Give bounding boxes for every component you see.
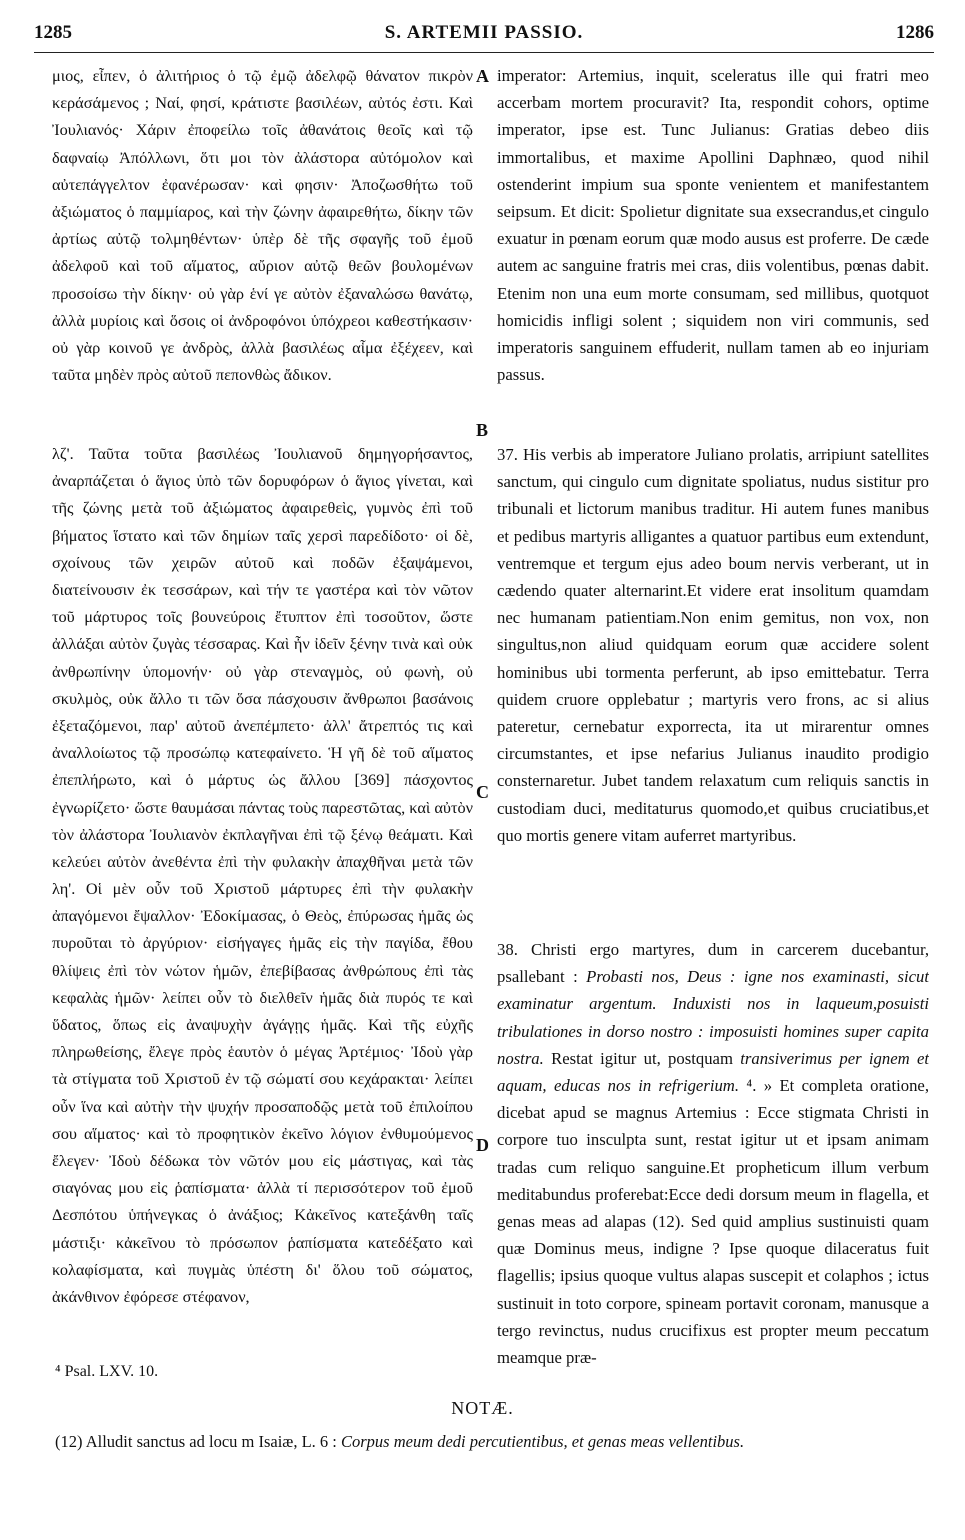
footnote: ⁴ Psal. LXV. 10. xyxy=(55,1363,159,1380)
note-12-ref: Isaiæ, L. 6 : xyxy=(258,1432,337,1451)
margin-letter-a: A xyxy=(476,66,489,86)
latin-p38-intro: 38. Christi ergo martyres, dum in carcerem ducebantur, psallebant : xyxy=(497,940,929,987)
running-title: S. ARTEMII PASSIO. xyxy=(384,22,584,43)
latin-p38-rest: ⁴. » Et completa oratione, dicebat apud se magnus Artemius : Ecce stigmata Christi in corpore tuo insculpta sunt, restat igitur ut et ipsam animam tradas cum reliquo sanguine.Et propheticum illum verbum meditabundus proferebat:Ecce dedi dorsum meum in flagella, et genas meas ad alapas (12). Sed quid amplius sustinuisti quam quæ Dominus meus, indigne ? Ipse quoque dilaceratus fuit flagellis; ipsius quoque vultus alapas suscepit et colaphos ; ictus sustinuit in toto corpore, spineam portavit coronam, manusque a tergo revinctus, nudus crucifixus est propter meum peccatum meamque præ- xyxy=(497,1076,929,1368)
left-page-number: 1285 xyxy=(34,22,72,43)
note-12 xyxy=(55,1432,930,1452)
greek-column xyxy=(52,62,473,1310)
latin-paragraph-1: imperator: Artemius, inquit, sceleratus ille qui fratri meo accerbam mortem procuravit? Ita, respondit cohors, optime imperator, ipse est. Tunc Julianus: Gratias debeo diis immortalibus, et maxime Apollini Daphnæo, quod nihil ostenderint impium sua sponte venientem et manifestantem seipsum. Et dicit: Spolietur dignitate sua exsecrandus,et cingulo exuatur in pœnam eorum quæ modo ausus est proferre. De cæde autem ac sanguine fratris mei cras, diis volentibus, pœnas dabit. Etenim non una eum morte consumam, sed millibus, quotquot homicidis infligi solent ; siquidem non viri communis, sed imperatoris sanguinem effuderit, nullam tamen ab eo injuriam passus. xyxy=(497,66,929,385)
latin-column xyxy=(497,62,929,1371)
latin-p38-restat: Restat igitur ut, postquam xyxy=(551,1048,733,1068)
latin-paragraph-37: 37. His verbis ab imperatore Juliano prolatis, arripiunt satellites sanctum, qui cingulo cum dignitate spoliatus, nudus sistitur pro tribunali et lictorum manibus traditur. Hi autem funes manibus et pedibus martyris alligantes a quatuor partibus eum extendunt, ventremque et tergum ejus adeo boum nervis verberant, ut in cædendo quater alternarint.Et videre erat insolitum quamdam nec humanam patientiam.Non enim gemitus, non vox, non singultus,non aliud quidquam eorum quæ accidere solent hominibus ubi tormenta perferunt, ab ipso emittebatur. Terra quidem cruore opplebatur ; martyris vero frons, ac si alius pateretur, cernebatur exporrecta, ita ut mirarentur omnes circumstantes, et ipse nefarius Julianus inaudito prodigio consternaretur. Jubet tandem relaxatum cum reliquis sanctis in custodiam duci, meditaturus quomodo,et quibus cruciatibus,et quo mortis genere vitam auferret martyribus. xyxy=(497,445,929,845)
latin-p38-psalm: Probasti nos, Deus : igne nos examinasti, sicut examinatur argentum. Induxisti nos in laqueum,posuisti tribulationes in dorso nostro : imposuisti homines super capita nostra. xyxy=(497,967,929,1068)
margin-letter-d: D xyxy=(476,1135,489,1155)
margin-letter-c: C xyxy=(476,782,489,802)
note-12-intro: (12) Alludit sanctus ad locu m xyxy=(55,1432,255,1451)
greek-paragraph-38: λη'. Οἱ μὲν οὖν τοῦ Χριστοῦ μάρτυρες ἐπὶ τὴν φυλακὴν ἀπαγόμενοι ἔψαλλον· Ἐδοκίμασας, ὁ Θεὸς, ἐπύρωσας ἡμᾶς ὡς πυροῦται τὸ ἀργύριον· εἰσήγαγες ἡμᾶς εἰς τὴν παγίδα, ἔθου θλίψεις ἐπὶ τὸν νώτον ἡμῶν, ἐπεβίβασας ἀνθρώπους ἐπὶ τὰς κεφαλὰς ἡμῶν· λείπει οὖν τὸ διελθεῖν ἡμᾶς διὰ πυρός τε καὶ ὕδατος, ὅπως εἰς ἀναψυχὴν ἀγάγῃς ἡμᾶς. Καὶ τῆς εὐχῆς πληρωθείσης, ἔλεγε πρὸς ἑαυτὸν ὁ μέγας Ἀρτέμιος· Ἰδοὺ γὰρ τὰ στίγματα τοῦ Χριστοῦ ἐν τῷ σώματί σου κεχάρακται· λείπει οὖν ἵνα καὶ αὐτὴν τὴν ψυχήν προσαποδῷς μετὰ τοῦ ἐπιλοίπου σου αἵματος· καὶ τὸ προφητικὸν ἐκεῖνο λόγιον ἐνθυμούμενος ἔλεγεν· Ἰδοὺ δέδωκα τὸν νῶτόν μου εἰς μάστιγας, καὶ τὰς σιαγόνας μου εἰς ῥαπίσματα· ἀλλὰ τί περισσότερον τοῦ ἐμοῦ Δεσπότου ὑπήνεγκας ὁ ἀνάξιος; Κἀκεῖνος κατεξάνθη ταῖς μάστιξι· κἀκεῖνου τὸ πρόσωπον ῥαπίσματα κατεδέξατο καὶ κολαφίσματα, καὶ πυγμὰς ὑπέστη δι' ὅλου τοῦ σώματος, ἀκάνθινον ἐφόρεσε στέφανον, xyxy=(52,879,473,1307)
latin-p38-psalm-end: transiverimus per ignem et aquam, educas nos in refrigerium. xyxy=(497,1048,929,1096)
running-header xyxy=(34,22,934,53)
notae-heading: NOTÆ. xyxy=(451,1398,514,1418)
greek-paragraph-37: λζ'. Ταῦτα τοῦτα βασιλέως Ἰουλιανοῦ δημηγορήσαντος, ἀναρπάζεται ὁ ἅγιος ὑπὸ τῶν δορυφόρων ὁ ἅγιος γίνεται, καὶ τῆς ζώνης μετὰ τοῦ ἀξιώματος ἀφαιρεθεὶς, γυμνὸς ἐπὶ τοῦ βήματος ἵστατο καὶ τῶν δημίων ταῖς χερσὶ παρεδίδοτο· οἱ δὲ, σχοίνους τῶν χειρῶν αὐτοῦ καὶ ποδῶν ἐξαψάμενοι, διατείνουσιν ἐκ τεσσάρων, καὶ τήν τε γαστέρα καὶ τὸν νῶτον τοῦ μάρτυρος τοῖς βουνεύροις ἔτυπτον ἐπὶ τοσοῦτον, ὥστε ἀλλάξαι αὐτὸν ζυγὰς τέσσαρας. Καὶ ἦν ἰδεῖν ξένην τινὰ καὶ οὐκ ἀνθρωπίνην ὑπομονήν· οὐ γὰρ στεναγμὸς, οὐ φωνὴ, οὐ σκυλμὸς, οὐκ ἄλλο τι τῶν ὅσα πάσχουσιν ἄνθρωποι βασάνοις ἐξεταζόμενοι, παρ' αὐτοῦ ἀνεπέμπετο· ἀλλ' ἄτρεπτός τις καὶ ἀναλλοίωτος τῷ προσώπῳ κατεφαίνετο. Ἡ γῆ δὲ τοῦ αἵματος ἐπεπλήρωτο, καὶ ὁ μάρτυς ὡς ἄλλου [369] πάσχοντος ἐγνωρίζετο· ὥστε θαυμάσαι πάντας τοὺς παρεστῶτας, καὶ αὐτὸν τὸν ἀλάστορα Ἰουλιανὸν ἐκπλαγῆναι ἐπὶ τῷ ξένῳ θεάματι. Καὶ κελεύει αὐτὸν ἀνεθέντα ἐπὶ τὴν φυλακὴν ἀπαχθῆναι μετὰ τῶν xyxy=(52,444,473,872)
greek-paragraph-1: μιος, εἶπεν, ὁ ἀλιτήριος ὁ τῷ ἐμῷ ἀδελφῷ θάνατον πικρὸν κεράσάμενος ; Ναί, φησί, κράτιστε βασιλέων, αὐτός ἐστι. Καὶ Ἰουλιανός· Χάριν ἐποφείλω τοῖς ἀθανάτοις θεοῖς καὶ τῷ δαφναίῳ Ἀπόλλωνι, ὅτι μοι τὸν ἀλάστορα αὐτόμολον καὶ αὐτεπάγγελτον ἐφανέρωσαν· καὶ φησιν· Ἀποζωσθήτω τοῦ ἀξιώματος ὁ παμμίαρος, καὶ τὴν ζώνην ἀφαιρεθήτω, δίκην τῶν ἀρτίως αὐτῷ τολμηθέντων· ὑπὲρ δὲ τῆς σφαγῆς τοῦ ἐμοῦ ἀδελφοῦ καὶ τοῦ αἵματος, αὔριον αὐτῷ θεῶν βουλομένων προσοίσω τὴν δίκην· οὐ γὰρ ἑνί γε αὐτὸν ἐξαναλώσω θανάτῳ, ἀλλὰ μυρίοις καὶ ὅσοις οἱ ἀνδροφόνοι ὑπόχρεοι καθεστήκασιν· οὐ γὰρ κοινοῦ γε ἀνδρὸς, ἀλλὰ βασιλέως αἷμα ἐξέχεεν, καὶ ταῦτα μηδὲν πρὸς αὐτοῦ πεπονθὼς ἄδικον. xyxy=(52,66,473,385)
note-12-quote: Corpus meum dedi percutientibus, et genas meas vellentibus. xyxy=(340,1432,745,1451)
right-page-number: 1286 xyxy=(896,22,934,43)
latin-paragraph-38 xyxy=(497,936,929,1371)
margin-letter-b: B xyxy=(476,420,489,440)
